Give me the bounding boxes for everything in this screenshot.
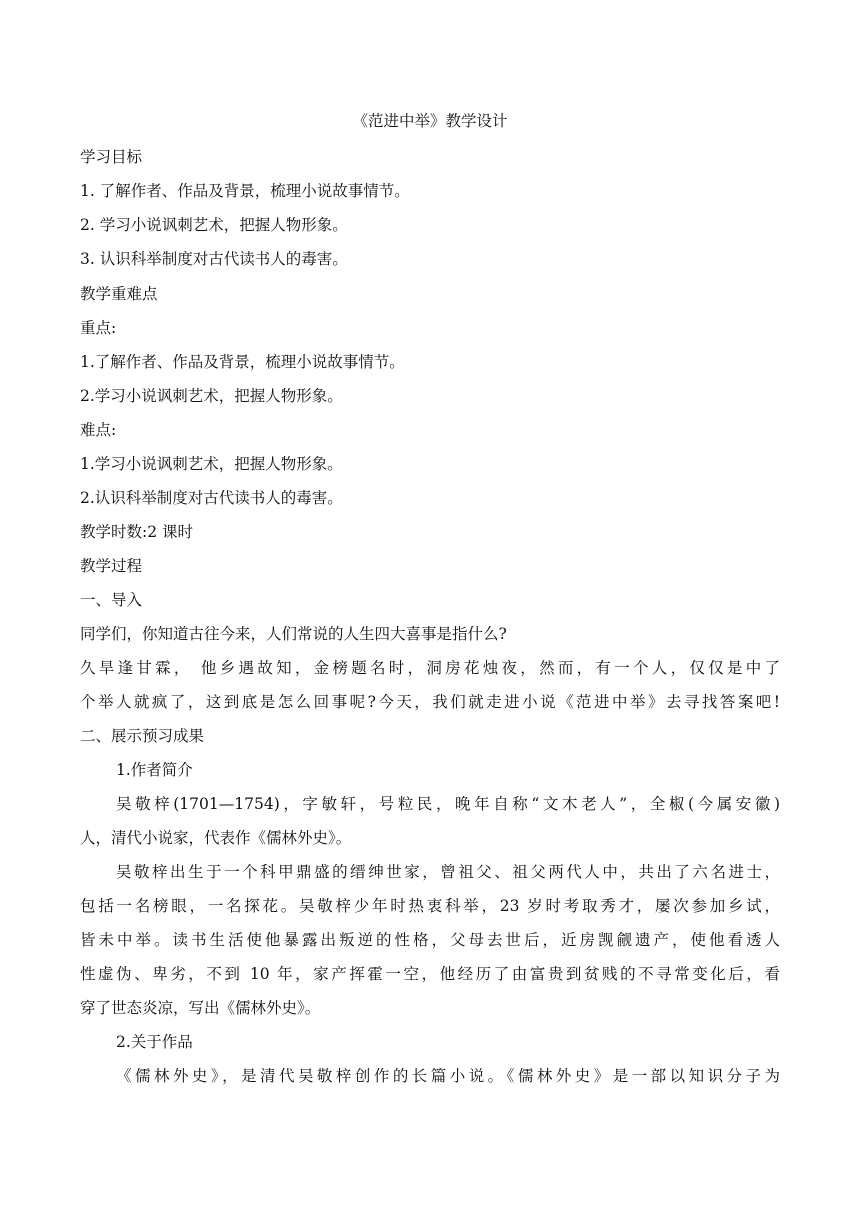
difficult-point-item: 2.认识科举制度对古代读书人的毒害。 (80, 489, 343, 507)
heading-learning-goals: 学习目标 (80, 148, 143, 166)
heading-teaching-process: 教学过程 (80, 557, 143, 575)
paragraph-line: 皆未中举。读书生活使他暴露出叛逆的性格，父母去世后，近房觊觎遗产，使他看透人 (80, 931, 780, 949)
subheading-key-points: 重点: (80, 319, 117, 337)
paragraph-line: 吴敬梓(1701—1754)，字敏轩，号粒民，晚年自称“文木老人”，全椒(今属安徽) (116, 795, 780, 813)
section-introduction: 一、导入 (80, 591, 143, 609)
paragraph-line: 同学们，你知道古往今来，人们常说的人生四大喜事是指什么? (80, 625, 507, 643)
paragraph-line: 《儒林外史》，是清代吴敬梓创作的长篇小说。《儒林外史》是一部以知识分子为 (116, 1067, 780, 1085)
teaching-hours: 教学时数:2 课时 (80, 523, 194, 541)
paragraph-line: 久旱逢甘霖， 他乡遇故知，金榜题名时，洞房花烛夜，然而，有一个人，仅仅是中了 (80, 659, 780, 677)
paragraph-line: 包括一名榜眼，一名探花。吴敬梓少年时热衷科举，23 岁时考取秀才，屡次参加乡试， (80, 897, 780, 915)
subsection-author-intro: 1.作者简介 (116, 761, 193, 779)
paragraph-line: 穿了世态炎凉，写出《儒林外史》。 (80, 999, 321, 1017)
key-point-item: 1.了解作者、作品及背景，梳理小说故事情节。 (80, 353, 405, 371)
key-point-item: 2.学习小说讽刺艺术，把握人物形象。 (80, 387, 343, 405)
document-title: 《范进中举》教学设计 (352, 112, 508, 130)
subheading-difficult-points: 难点: (80, 421, 117, 439)
paragraph-line: 性虚伪、卑劣，不到 10 年，家产挥霍一空，他经历了由富贵到贫贱的不寻常变化后，看 (80, 965, 780, 983)
section-preview-results: 二、展示预习成果 (80, 727, 205, 745)
goal-item: 3. 认识科举制度对古代读书人的毒害。 (80, 250, 348, 268)
paragraph-line: 吴敬梓出生于一个科甲鼎盛的缙绅世家，曾祖父、祖父两代人中，共出了六名进士， (116, 863, 780, 881)
paragraph-line: 人，清代小说家，代表作《儒林外史》。 (80, 829, 352, 847)
difficult-point-item: 1.学习小说讽刺艺术，把握人物形象。 (80, 455, 343, 473)
subsection-about-work: 2.关于作品 (116, 1033, 193, 1051)
heading-key-difficult-points: 教学重难点 (80, 285, 158, 303)
paragraph-line: 个举人就疯了，这到底是怎么回事呢?今天，我们就走进小说《范进中举》去寻找答案吧! (80, 693, 780, 711)
goal-item: 1. 了解作者、作品及背景，梳理小说故事情节。 (80, 182, 410, 200)
goal-item: 2. 学习小说讽刺艺术，把握人物形象。 (80, 216, 348, 234)
